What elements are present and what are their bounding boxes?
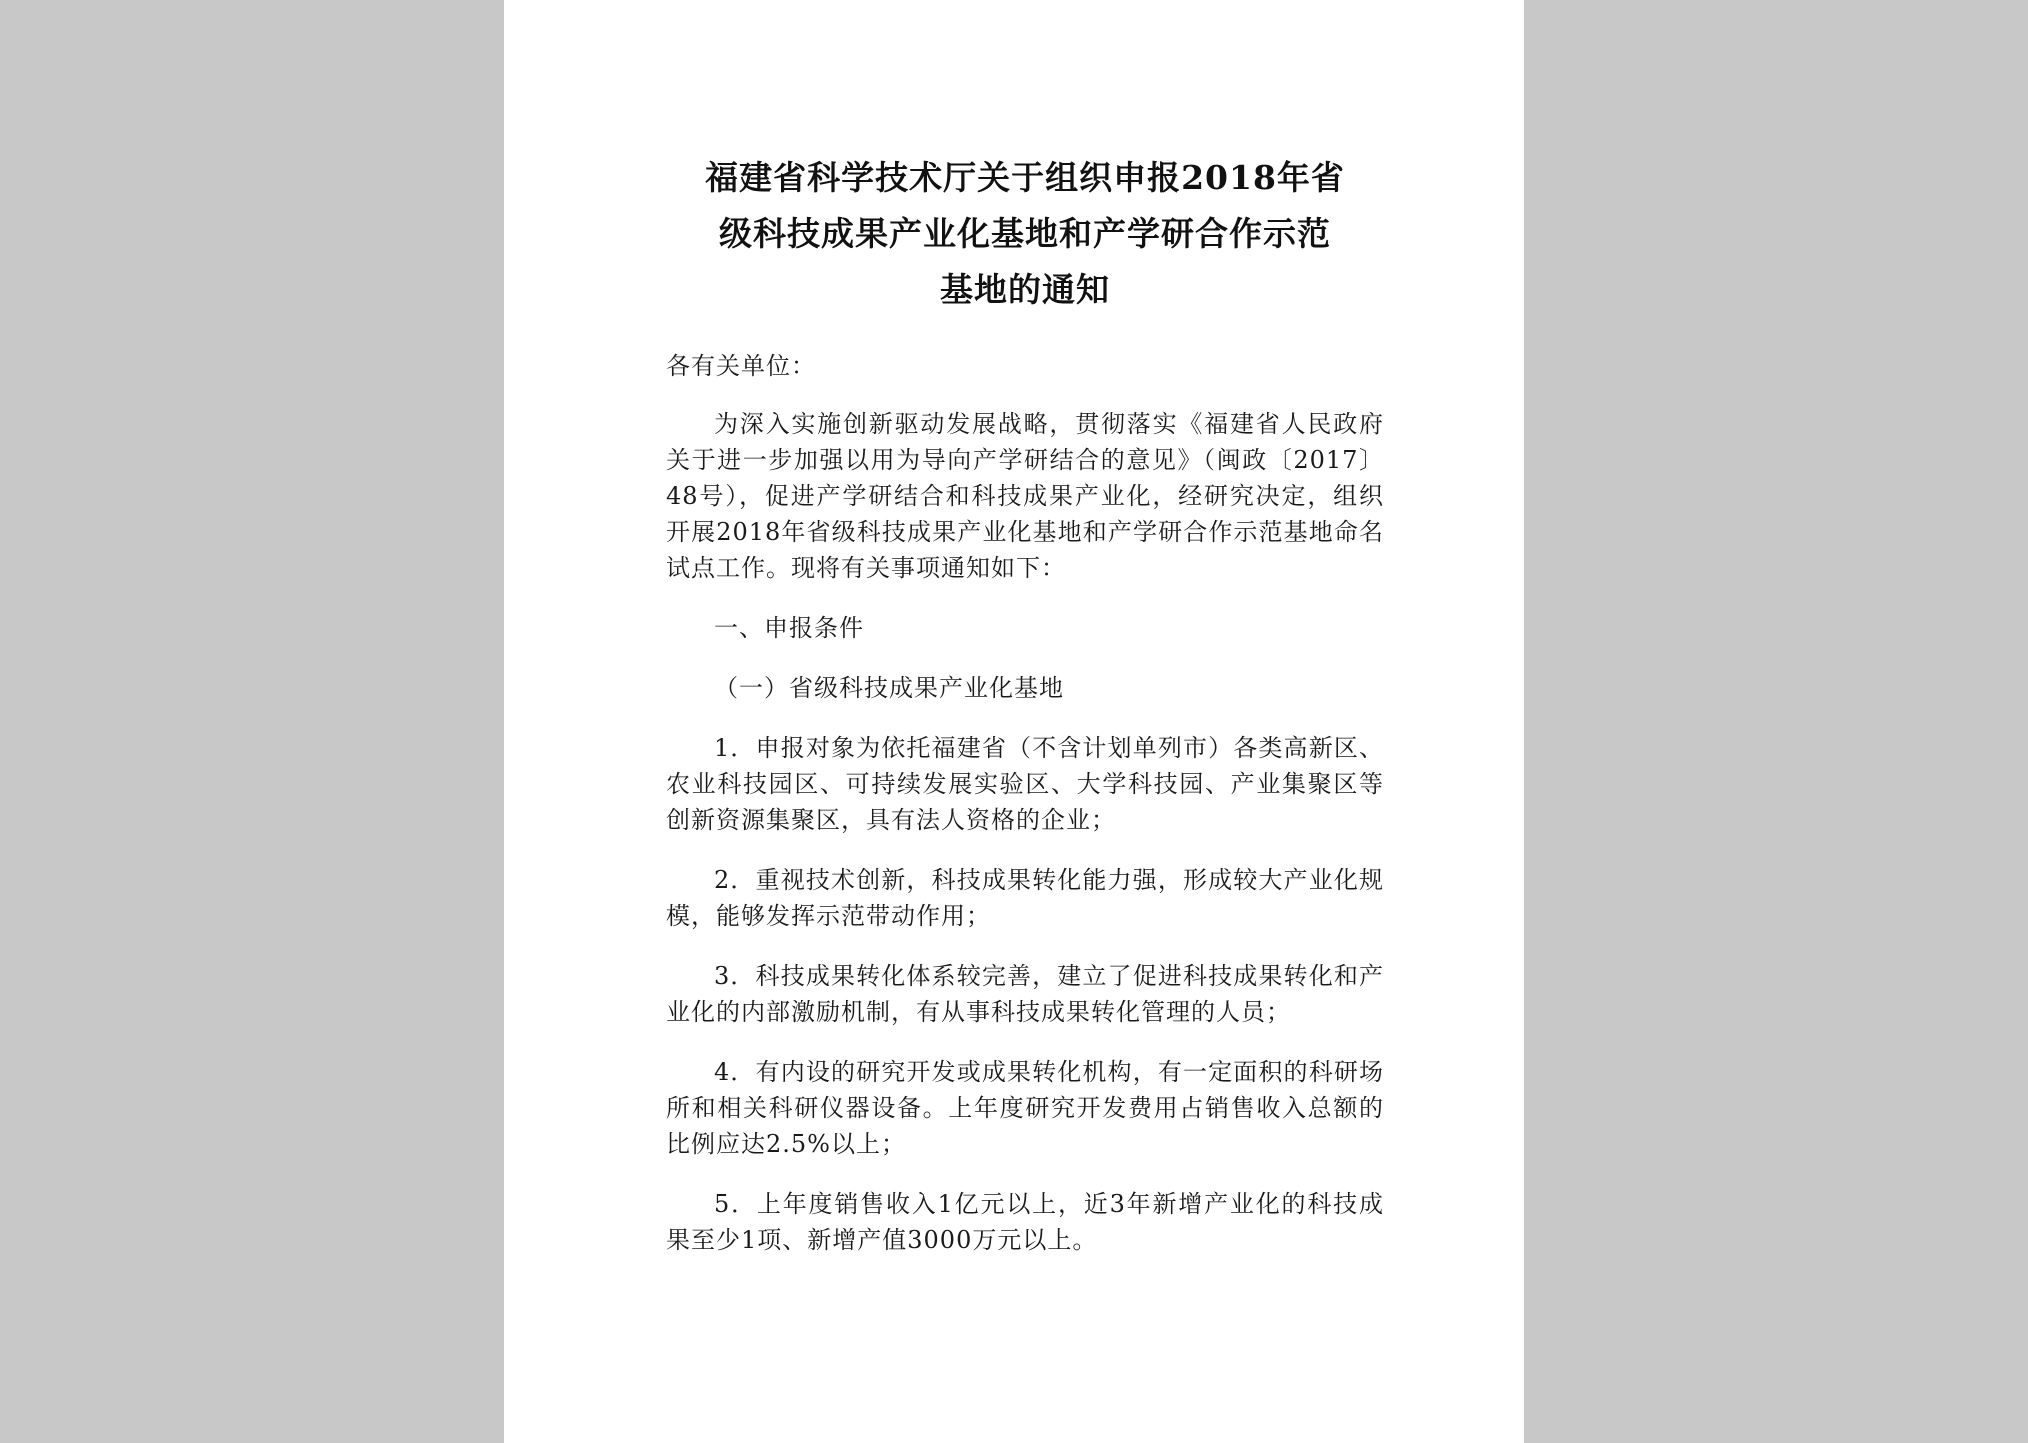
document-content <box>666 150 1384 1282</box>
condition-item: 3．科技成果转化体系较完善，建立了促进科技成果转化和产业化的内部激励机制，有从事科技成果转化管理的人员； <box>666 962 1384 1026</box>
section-heading: 一、申报条件 <box>714 614 864 642</box>
title-line: 级科技成果产业化基地和产学研合作示范 <box>719 214 1331 253</box>
title-line: 福建省科学技术厅关于组织申报2018年省 <box>705 158 1345 197</box>
condition-item: 4．有内设的研究开发或成果转化机构，有一定面积的科研场所和相关科研仪器设备。上年度研究开发费用占销售收入总额的比例应达2.5%以上； <box>666 1058 1384 1158</box>
condition-item: 2．重视技术创新，科技成果转化能力强，形成较大产业化规模，能够发挥示范带动作用； <box>666 866 1384 930</box>
condition-item: 1．申报对象为依托福建省（不含计划单列市）各类高新区、农业科技园区、可持续发展实验区、大学科技园、产业集聚区等创新资源集聚区，具有法人资格的企业； <box>666 734 1384 834</box>
title-line: 基地的通知 <box>940 270 1110 309</box>
condition-item: 5．上年度销售收入1亿元以上，近3年新增产业化的科技成果至少1项、新增产值3000万元以上。 <box>666 1190 1384 1254</box>
document-title <box>666 150 1384 318</box>
salutation: 各有关单位： <box>666 352 816 380</box>
intro-paragraph: 为深入实施创新驱动发展战略，贯彻落实《福建省人民政府关于进一步加强以用为导向产学研结合的意见》（闽政〔2017〕48号），促进产学研结合和科技成果产业化，经研究决定，组织开展2018年省级科技成果产业化基地和产学研合作示范基地命名试点工作。现将有关事项通知如下： <box>666 410 1384 582</box>
document-page <box>504 0 1524 1443</box>
subsection-heading: （一）省级科技成果产业化基地 <box>714 674 1064 702</box>
